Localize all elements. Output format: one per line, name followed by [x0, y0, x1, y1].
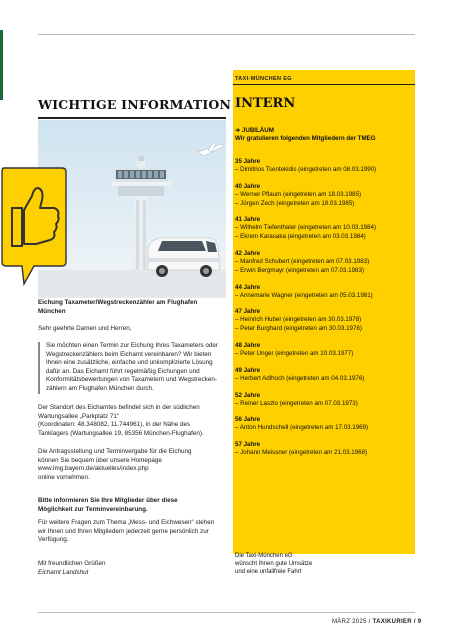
text-line: wir Ihnen und Ihren Mitgliedern jederzeit gerne persönlich zur [38, 527, 209, 535]
closing: Mit freundlichen Grüßen [38, 560, 106, 567]
text-line: dafür an. Das Eichamt führt regelmäßig Eichungen und [46, 367, 200, 375]
group-56 [235, 416, 413, 433]
homepage-link[interactable]: www.lmg.bayern.de/aktuelles/index.php [38, 465, 149, 473]
member-entry: – Manfred Schubert (eingetreten am 07.03.1983) [235, 258, 370, 266]
text-line: Verfügung. [38, 536, 69, 544]
questions-paragraph [38, 519, 232, 545]
years-label: 47 Jahre [235, 308, 261, 315]
article-title: Eichung Taxameter/Wegstreckenzähler am Flughafen München [38, 299, 198, 315]
salutation: Sehr geehrte Damen und Herren, [38, 325, 132, 332]
group-47 [235, 308, 413, 333]
member-entry: – Heinrich Huber (eingetreten am 30.03.1978) [235, 316, 362, 324]
thumbs-up-icon [0, 166, 68, 288]
text-line: Möglichkeit zur Terminvereinbarung. [38, 505, 148, 513]
tag-rule [233, 84, 415, 85]
member-entry: – Anton Hundschell (eingetreten am 17.03.1969) [235, 424, 369, 432]
years-label: 40 Jahre [235, 183, 261, 190]
jubilee-heading: ➔ JUBILÄUM [235, 127, 274, 134]
page-edge-marker [0, 30, 3, 100]
section-title: WICHTIGE INFORMATION [38, 97, 232, 112]
right-closing [235, 552, 413, 577]
years-label: 57 Jahre [235, 441, 261, 448]
member-entry: – Ekrem Karasaka (eingetreten am 03.03.1984) [235, 232, 366, 240]
years-label: 42 Jahre [235, 250, 261, 257]
group-35 [235, 158, 413, 175]
member-entry: – Dimitrios Tsentekidis (eingetreten am 08.03.1990) [235, 166, 377, 174]
text-line: Für weitere Fragen zum Thema „Mess- und Eichwesen“ stehen [38, 519, 215, 526]
intro-paragraph [46, 342, 232, 394]
text-line: zählern am Flughafen München durch. [46, 384, 154, 392]
member-entry: – Herbert Adlhoch (eingetreten am 04.03.1976) [235, 375, 365, 383]
signature: Eichamt Landshut [38, 569, 89, 576]
footer-brand: TAXIKURIER [372, 619, 412, 625]
page-footer [332, 619, 422, 625]
text-line: wünscht Ihnen gute Umsätze [235, 561, 313, 568]
text-line: online vornehmen. [38, 473, 90, 481]
member-entry: – Jürgen Zech (eingetreten am 18.03.1985) [235, 199, 355, 207]
jubilee-header [235, 127, 413, 144]
intern-title: INTERN [235, 96, 296, 111]
page-number: / 9 [413, 619, 422, 625]
member-entry: – Wilhelm Tiefenthaler (eingetreten am 10.03.1984) [235, 224, 377, 232]
group-57 [235, 441, 413, 458]
group-52 [235, 392, 413, 409]
years-label: 56 Jahre [235, 416, 261, 423]
application-paragraph [38, 448, 230, 482]
text-line: Konformitätsbewertungen von Taxametern und Wegstrecken- [46, 376, 217, 384]
years-label: 52 Jahre [235, 392, 261, 399]
text-line: Wartungsallee „Parkplatz 71“ [38, 412, 119, 420]
group-44 [235, 284, 413, 301]
group-42 [235, 250, 413, 275]
text-line: Wegstreckenzählers beim Eichamt vereinbaren? Wir bieten [46, 350, 212, 358]
member-entry: – Reiner Laszlo (eingetreten am 07.03.1973) [235, 400, 358, 408]
group-48 [235, 342, 413, 359]
notice-paragraph [38, 497, 230, 514]
years-label: 44 Jahre [235, 284, 261, 291]
text-line: Der Standort des Eichamtes befindet sich in der südlichen [38, 404, 200, 411]
years-label: 41 Jahre [235, 216, 261, 223]
text-line: Ihnen eine zusätzliche, einfache und unkomplizierte Lösung [46, 359, 213, 367]
years-label: 48 Jahre [235, 342, 261, 349]
text-line: Die Taxi-München eG [235, 553, 293, 559]
group-41 [235, 216, 413, 241]
text-line: Die Antragsstellung und Terminvergabe für die Eichung [38, 448, 192, 455]
top-rule [38, 34, 415, 35]
jubilee-subheading: Wir gratulieren folgenden Mitgliedern der TMEG [235, 135, 376, 143]
text-line: (Koordinaten: 48.348082, 11.744961), in der Nähe des [38, 421, 191, 429]
group-40 [235, 183, 413, 208]
member-entry: – Peter Unger (eingetreten am 10.03.1977) [235, 350, 354, 358]
text-line: Bitte informieren Sie Ihre Mitglieder über diese [38, 497, 178, 504]
member-entry: – Erwin Bergmayr (eingetreten am 07.03.1983) [235, 266, 364, 274]
quote-bar [38, 342, 40, 394]
group-49 [235, 367, 413, 384]
member-entry: – Johann Meissner (eingetreten am 21.03.1968) [235, 449, 368, 457]
member-entry: – Annemarie Wagner (eingetreten am 05.03.1981) [235, 292, 373, 300]
footer-date: MÄRZ 2025 / [332, 619, 371, 625]
text-line: und eine unfallfreie Fahrt [235, 569, 302, 576]
footer-rule [38, 612, 415, 613]
text-line: Tanklagers (Wartungsallee 19, 85356 München-Flughafen). [38, 429, 204, 437]
member-entry: – Werner Pflaum (eingetreten am 18.03.1985) [235, 191, 362, 199]
section-tag: TAXI-MÜNCHEN EG [235, 76, 292, 82]
text-line: können Sie bequem über unsere Homepage [38, 456, 162, 464]
section-rule [38, 117, 226, 119]
location-paragraph [38, 404, 230, 438]
years-label: 35 Jahre [235, 158, 261, 165]
text-line: Sie möchten einen Termin zur Eichung Ihres Taxameters oder [46, 342, 218, 349]
years-label: 49 Jahre [235, 367, 261, 374]
member-entry: – Peter Burghard (eingetreten am 30.03.1978) [235, 324, 362, 332]
